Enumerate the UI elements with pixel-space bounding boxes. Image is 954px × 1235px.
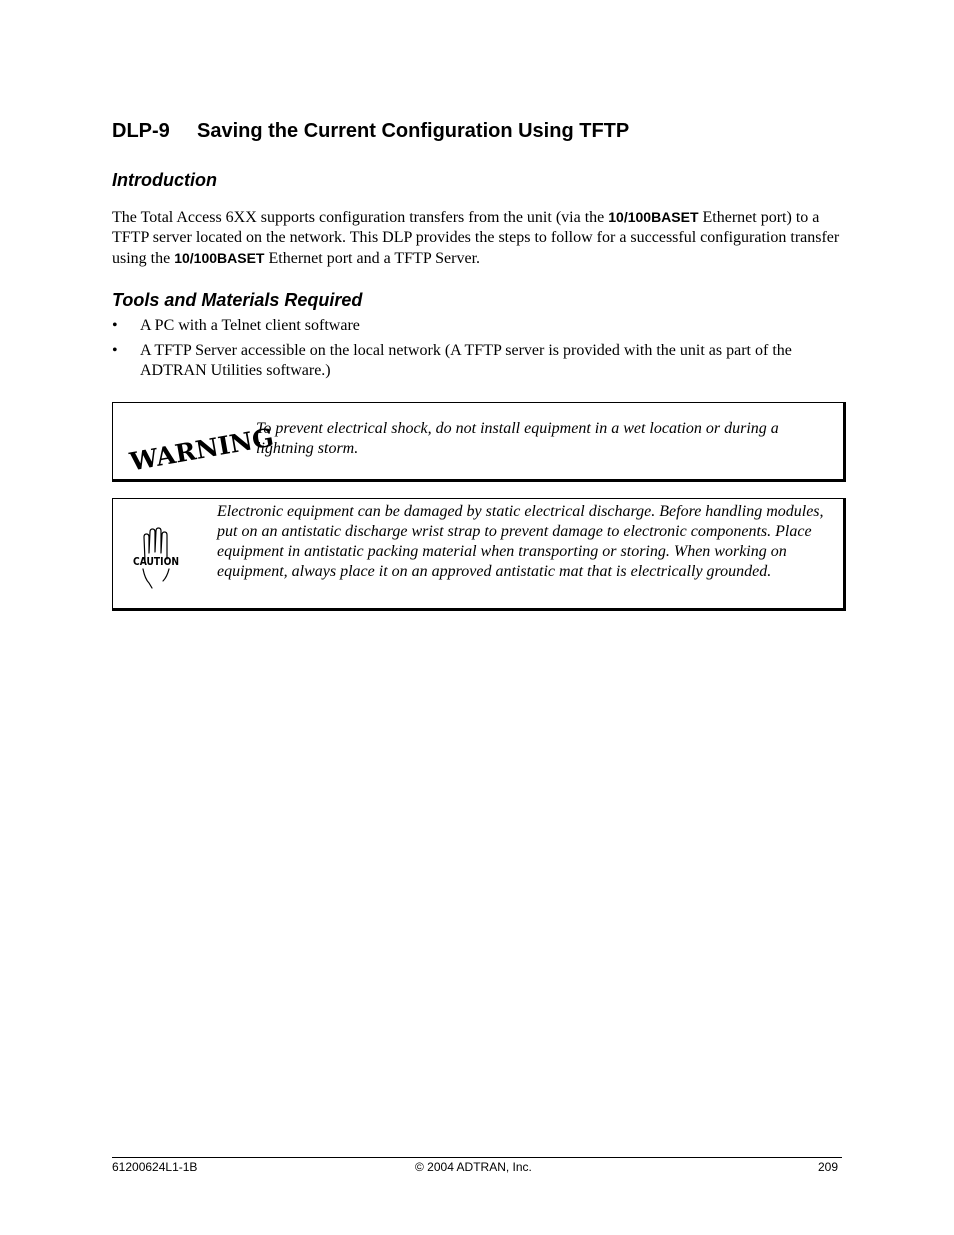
dlp-title: Saving the Current Configuration Using TFTP [197,120,630,142]
warning-box [112,402,846,482]
warning-icon [125,421,276,477]
footer-copyright: © 2004 ADTRAN, Inc. [415,1160,532,1174]
dlp-number: DLP-9 [112,120,170,142]
port-name: 10/100BASET [608,209,699,225]
tools-heading: Tools and Materials Required [112,290,363,310]
introduction-heading: Introduction [112,170,217,190]
warning-text: To prevent electrical shock, do not install equipment in a wet location or during a lightning storm. [256,420,779,457]
list-item: • A TFTP Server accessible on the local network (A TFTP server is provided with the unit as part of the ADTRAN Utilities software.) [112,342,792,379]
caution-icon-label: CAUTION [133,555,179,568]
caution-text: Electronic equipment can be damaged by static electrical discharge. Before handling modules, put on an antistatic discharge wrist strap to prevent damage to electronic components. Place equipment in antistatic packing material when transporting or storing. When working on equipment, always place it on an approved antistatic mat that is electrically grounded. [217,503,824,580]
bullet-icon: • [112,342,118,359]
page-number: 209 [818,1160,839,1174]
footer-doc-number: 61200624L1-1B [112,1160,198,1174]
warning-icon-label: WARNING [127,422,276,477]
caution-box [112,498,846,611]
caution-icon [131,525,187,591]
port-name: 10/100BASET [174,250,265,266]
bullet-icon: • [112,317,118,334]
footer-divider [112,1157,842,1158]
section-heading [112,120,629,143]
list-item: • A PC with a Telnet client software [112,317,360,334]
introduction-paragraph: The Total Access 6XX supports configuration transfers from the unit (via the 10/100BASET Ethernet port) to a TFTP server located on the network. This DLP provides the steps to follow for a successful configuration transfer using the 10/100BASET Ethernet port and a TFTP Server. [112,209,840,267]
